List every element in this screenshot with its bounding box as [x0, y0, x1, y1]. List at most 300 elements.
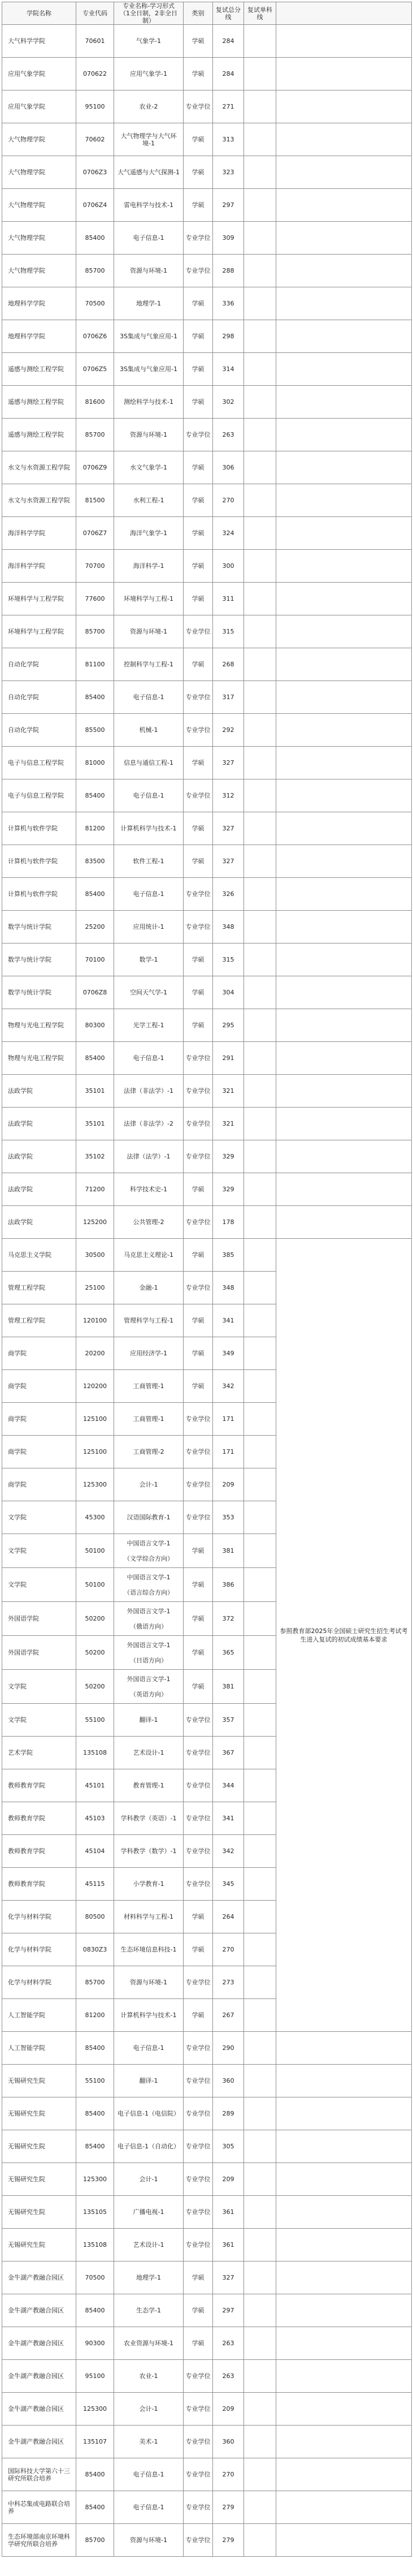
major-line: 空间天气学-1	[130, 989, 167, 996]
code-cell: 95100	[76, 91, 114, 123]
major-line: 光学工程-1	[133, 1022, 164, 1029]
score-cell: 329	[213, 1173, 244, 1206]
school-cell: 计算机与软件学院	[2, 812, 76, 845]
score-cell: 361	[213, 2229, 244, 2261]
header-blank	[276, 2, 412, 25]
category-cell: 学硕	[184, 320, 213, 353]
score-cell: 357	[213, 1704, 244, 1737]
major-line: 翻译-1	[139, 2077, 158, 2084]
school-cell: 文学院	[2, 1501, 76, 1534]
major-line: 广播电视-1	[133, 2208, 164, 2216]
code-cell: 85700	[76, 2524, 114, 2557]
school-cell: 物理与光电工程学院	[2, 1009, 76, 1042]
blank-cell	[276, 2130, 412, 2163]
single-cell	[244, 2294, 276, 2327]
score-cell: 171	[213, 1436, 244, 1468]
code-cell: 35102	[76, 1140, 114, 1173]
blank-cell	[276, 189, 412, 222]
major-line: 信息与通信工程-1	[124, 759, 173, 766]
major-line: 电子信息-1（自动化）	[118, 2143, 180, 2150]
major-cell	[114, 2524, 184, 2557]
single-cell	[244, 1468, 276, 1501]
blank-cell	[276, 1042, 412, 1075]
major-cell	[114, 1966, 184, 1999]
blank-cell	[276, 2261, 412, 2294]
major-cell	[114, 1075, 184, 1108]
single-cell	[244, 1670, 276, 1704]
score-cell: 329	[213, 1140, 244, 1173]
blank-cell	[276, 2032, 412, 2065]
major-line: 外国语言文学-1	[127, 1641, 171, 1649]
table-row	[2, 517, 412, 550]
single-cell	[244, 1999, 276, 2032]
school-cell: 国际科技大学第六十三研究所联合培养	[2, 2458, 76, 2491]
school-cell: 外国语学院	[2, 1602, 76, 1636]
table-row	[2, 2261, 412, 2294]
category-cell: 学硕	[184, 1568, 213, 1602]
single-cell	[244, 189, 276, 222]
blank-cell	[276, 2196, 412, 2229]
blank-cell	[276, 2524, 412, 2557]
single-cell	[244, 1436, 276, 1468]
major-line: 法律（非法学）-2	[124, 1120, 173, 1127]
major-line: 法律（非法学）-1	[124, 1087, 173, 1095]
major-line: 海洋科学-1	[133, 562, 164, 570]
school-cell: 马克思主义学院	[2, 1239, 76, 1272]
table-row	[2, 812, 412, 845]
blank-cell	[276, 255, 412, 287]
code-cell: 0706Z8	[76, 976, 114, 1009]
category-cell: 专业学位	[184, 779, 213, 812]
category-cell: 学硕	[184, 550, 213, 583]
category-cell: 专业学位	[184, 419, 213, 451]
category-cell: 学硕	[184, 1670, 213, 1704]
code-cell: 135108	[76, 2229, 114, 2261]
major-cell	[114, 812, 184, 845]
single-cell	[244, 123, 276, 156]
major-cell	[114, 2032, 184, 2065]
blank-cell	[276, 156, 412, 189]
code-cell: 125100	[76, 1403, 114, 1436]
score-cell: 297	[213, 2294, 244, 2327]
blank-cell	[276, 419, 412, 451]
score-cell: 300	[213, 550, 244, 583]
header-major-line1: 专业名称-学习形式	[123, 2, 175, 10]
code-cell: 45115	[76, 1868, 114, 1901]
score-cell: 268	[213, 648, 244, 681]
score-cell: 327	[213, 2261, 244, 2294]
single-cell	[244, 156, 276, 189]
table-row	[2, 386, 412, 419]
major-line: 环境科学与工程-1	[124, 595, 173, 602]
major-cell	[114, 550, 184, 583]
major-line: 材料科学与工程-1	[124, 1913, 173, 1920]
school-cell: 大气物理学院	[2, 123, 76, 156]
major-cell	[114, 1403, 184, 1436]
score-cell: 171	[213, 1403, 244, 1436]
major-line: 水利工程-1	[133, 497, 164, 504]
major-line: 学科教学（数学）-1	[120, 1847, 177, 1855]
score-cell: 336	[213, 287, 244, 320]
score-cell: 327	[213, 747, 244, 779]
score-cell: 291	[213, 1042, 244, 1075]
category-cell: 学硕	[184, 189, 213, 222]
score-cell: 288	[213, 255, 244, 287]
major-line: 3S集成与气象应用-1	[120, 333, 177, 340]
major-line: 大气物理学与大气环境-1	[120, 132, 177, 147]
code-cell: 30500	[76, 1239, 114, 1272]
category-cell: 学硕	[184, 648, 213, 681]
category-cell: 专业学位	[184, 222, 213, 255]
major-line: 学科教学（英语）-1	[120, 1815, 177, 1822]
school-cell: 大气物理学院	[2, 222, 76, 255]
major-line: 3S集成与气象应用-1	[120, 365, 177, 373]
school-cell: 法政学院	[2, 1075, 76, 1108]
major-cell	[114, 2360, 184, 2393]
school-cell: 水文与水资源工程学院	[2, 451, 76, 484]
code-cell: 120100	[76, 1304, 114, 1337]
blank-cell	[276, 222, 412, 255]
single-cell	[244, 1370, 276, 1403]
score-cell: 367	[213, 1737, 244, 1769]
major-cell	[114, 911, 184, 944]
table-row	[2, 2196, 412, 2229]
major-cell	[114, 1239, 184, 1272]
school-cell: 海洋科学学院	[2, 517, 76, 550]
major-line: 农业资源与环境-1	[124, 2340, 173, 2347]
blank-cell	[276, 944, 412, 976]
requirement-note: 参照教育部2025年全国硕士研究生招生考试考生进入复试的初试成绩基本要求	[276, 1239, 412, 2032]
code-cell: 135105	[76, 2196, 114, 2229]
major-cell	[114, 1337, 184, 1370]
category-cell: 专业学位	[184, 255, 213, 287]
major-cell	[114, 1468, 184, 1501]
major-cell	[114, 2261, 184, 2294]
category-cell: 专业学位	[184, 1802, 213, 1835]
code-cell: 70601	[76, 25, 114, 58]
major-line: 大气遥感与大气探测-1	[118, 169, 180, 176]
code-cell: 50200	[76, 1636, 114, 1670]
major-line: 数学-1	[139, 956, 158, 963]
major-line: 控制科学与工程-1	[124, 661, 173, 668]
major-cell	[114, 123, 184, 156]
major-cell	[114, 517, 184, 550]
school-cell: 商学院	[2, 1468, 76, 1501]
major-line: 教育管理-1	[133, 1782, 164, 1789]
code-cell: 50100	[76, 1534, 114, 1568]
category-cell: 专业学位	[184, 1206, 213, 1239]
category-cell: 专业学位	[184, 878, 213, 911]
major-cell	[114, 25, 184, 58]
score-cell: 289	[213, 2097, 244, 2130]
major-cell	[114, 681, 184, 714]
major-line: 电子信息-1	[133, 2504, 164, 2511]
major-cell	[114, 583, 184, 615]
major-line: 资源与环境-1	[130, 1979, 167, 1986]
single-cell	[244, 1966, 276, 1999]
single-cell	[244, 615, 276, 648]
table-row	[2, 878, 412, 911]
category-cell: 专业学位	[184, 2458, 213, 2491]
score-cell: 349	[213, 1337, 244, 1370]
code-cell: 85700	[76, 1966, 114, 1999]
score-cell: 361	[213, 2196, 244, 2229]
blank-cell	[276, 1140, 412, 1173]
major-line: （语言综合方向）	[124, 1588, 173, 1596]
major-line: （俄语方向）	[130, 1622, 167, 1630]
blank-cell	[276, 2458, 412, 2491]
school-cell: 金牛湖产教融合园区	[2, 2261, 76, 2294]
category-cell: 专业学位	[184, 1436, 213, 1468]
school-cell: 地理科学学院	[2, 320, 76, 353]
school-cell: 教师教育学院	[2, 1835, 76, 1868]
score-cell: 321	[213, 1108, 244, 1140]
single-cell	[244, 2491, 276, 2524]
table-row	[2, 2163, 412, 2196]
score-cell: 324	[213, 517, 244, 550]
table-row	[2, 583, 412, 615]
major-line: 会计-1	[139, 2405, 158, 2413]
single-cell	[244, 2065, 276, 2097]
score-cell: 327	[213, 845, 244, 878]
category-cell: 专业学位	[184, 714, 213, 747]
code-cell: 85400	[76, 878, 114, 911]
school-cell: 生态环境部南京环境科学研究所联合培养	[2, 2524, 76, 2557]
category-cell: 专业学位	[184, 911, 213, 944]
table-row	[2, 1140, 412, 1173]
score-cell: 284	[213, 25, 244, 58]
score-cell: 267	[213, 1999, 244, 2032]
code-cell: 125100	[76, 1436, 114, 1468]
score-cell: 263	[213, 2327, 244, 2360]
school-cell: 环境科学与工程学院	[2, 615, 76, 648]
school-cell: 物理与光电工程学院	[2, 1042, 76, 1075]
table-row	[2, 1108, 412, 1140]
major-line: 金融-1	[139, 1284, 158, 1291]
score-cell: 365	[213, 1636, 244, 1670]
category-cell: 专业学位	[184, 1272, 213, 1304]
category-cell: 专业学位	[184, 2032, 213, 2065]
school-cell: 水文与水资源工程学院	[2, 484, 76, 517]
score-cell: 345	[213, 1868, 244, 1901]
code-cell: 25100	[76, 1272, 114, 1304]
category-cell: 专业学位	[184, 2130, 213, 2163]
category-cell: 学硕	[184, 976, 213, 1009]
major-cell	[114, 1802, 184, 1835]
major-line: 工商管理-2	[133, 1448, 164, 1455]
single-cell	[244, 1737, 276, 1769]
major-cell	[114, 2426, 184, 2458]
code-cell: 85400	[76, 1042, 114, 1075]
category-cell: 学硕	[184, 451, 213, 484]
table-row	[2, 287, 412, 320]
major-line: 电子信息-1	[133, 792, 164, 799]
category-cell: 学硕	[184, 517, 213, 550]
category-cell: 学硕	[184, 845, 213, 878]
category-cell: 学硕	[184, 1602, 213, 1636]
code-cell: 85400	[76, 2294, 114, 2327]
code-cell: 55100	[76, 1704, 114, 1737]
code-cell: 85400	[76, 779, 114, 812]
category-cell: 专业学位	[184, 2097, 213, 2130]
table-row	[2, 615, 412, 648]
major-cell	[114, 386, 184, 419]
major-line: 电子信息-1	[133, 693, 164, 701]
category-cell: 专业学位	[184, 2524, 213, 2557]
school-cell: 法政学院	[2, 1140, 76, 1173]
code-cell: 45101	[76, 1769, 114, 1802]
table-row	[2, 419, 412, 451]
category-cell: 学硕	[184, 1999, 213, 2032]
school-cell: 人工智能学院	[2, 1999, 76, 2032]
table-row	[2, 123, 412, 156]
single-cell	[244, 2393, 276, 2426]
school-cell: 管理工程学院	[2, 1304, 76, 1337]
score-cell: 290	[213, 2032, 244, 2065]
major-line: 科学技术史-1	[130, 1186, 167, 1193]
blank-cell	[276, 2360, 412, 2393]
score-cell: 209	[213, 1468, 244, 1501]
code-cell: 85700	[76, 615, 114, 648]
score-cell: 372	[213, 1602, 244, 1636]
code-cell: 125300	[76, 1468, 114, 1501]
blank-cell	[276, 976, 412, 1009]
major-line: （日语方向）	[130, 1656, 167, 1664]
school-cell: 金牛湖产教融合园区	[2, 2393, 76, 2426]
score-cell: 315	[213, 615, 244, 648]
school-cell: 人工智能学院	[2, 2032, 76, 2065]
blank-cell	[276, 583, 412, 615]
table-row	[2, 2491, 412, 2524]
table-row	[2, 845, 412, 878]
score-cell: 327	[213, 812, 244, 845]
single-cell	[244, 2458, 276, 2491]
major-line: 工商管理-1	[133, 1415, 164, 1423]
header-major	[114, 2, 184, 25]
single-cell	[244, 1568, 276, 1602]
school-cell: 商学院	[2, 1436, 76, 1468]
major-cell	[114, 615, 184, 648]
blank-cell	[276, 2327, 412, 2360]
blank-cell	[276, 353, 412, 386]
school-cell: 化学与材料学院	[2, 1966, 76, 1999]
score-cell: 284	[213, 58, 244, 91]
table-row	[2, 911, 412, 944]
major-cell	[114, 779, 184, 812]
category-cell: 专业学位	[184, 1704, 213, 1737]
score-cell: 317	[213, 681, 244, 714]
category-cell: 专业学位	[184, 2163, 213, 2196]
major-cell	[114, 2229, 184, 2261]
single-cell	[244, 255, 276, 287]
major-line: 电子信息-1（电信院）	[118, 2110, 180, 2117]
table-row	[2, 25, 412, 58]
code-cell: 125300	[76, 2163, 114, 2196]
single-cell	[244, 1140, 276, 1173]
major-line: 计算机科学与技术-1	[120, 2011, 177, 2019]
category-cell: 专业学位	[184, 91, 213, 123]
major-cell	[114, 1835, 184, 1868]
code-cell: 0706Z6	[76, 320, 114, 353]
category-cell: 专业学位	[184, 2229, 213, 2261]
score-cell: 381	[213, 1534, 244, 1568]
table-row	[2, 2097, 412, 2130]
school-cell: 文学院	[2, 1704, 76, 1737]
major-cell	[114, 1304, 184, 1337]
major-cell	[114, 1173, 184, 1206]
major-cell	[114, 1140, 184, 1173]
major-cell	[114, 2458, 184, 2491]
major-cell	[114, 1206, 184, 1239]
single-cell	[244, 747, 276, 779]
school-cell: 电子与信息工程学院	[2, 747, 76, 779]
code-cell: 77600	[76, 583, 114, 615]
major-line: 资源与环境-1	[130, 267, 167, 274]
major-cell	[114, 484, 184, 517]
category-cell: 学硕	[184, 2327, 213, 2360]
major-cell	[114, 2065, 184, 2097]
code-cell: 0706Z3	[76, 156, 114, 189]
school-cell: 商学院	[2, 1370, 76, 1403]
table-row	[2, 1239, 412, 1272]
table-row	[2, 1206, 412, 1239]
school-cell: 大气科学学院	[2, 25, 76, 58]
major-cell	[114, 1501, 184, 1534]
major-cell	[114, 2393, 184, 2426]
major-cell	[114, 320, 184, 353]
major-line: 会计-1	[139, 2176, 158, 2183]
category-cell: 专业学位	[184, 2393, 213, 2426]
single-cell	[244, 1769, 276, 1802]
major-cell	[114, 976, 184, 1009]
score-cell: 342	[213, 1835, 244, 1868]
code-cell: 0706Z4	[76, 189, 114, 222]
blank-cell	[276, 845, 412, 878]
major-line: 艺术设计-1	[133, 2241, 164, 2248]
blank-cell	[276, 2426, 412, 2458]
school-cell: 遥感与测绘工程学院	[2, 353, 76, 386]
category-cell: 专业学位	[184, 2360, 213, 2393]
category-cell: 学硕	[184, 747, 213, 779]
code-cell: 55100	[76, 2065, 114, 2097]
school-cell: 外国语学院	[2, 1636, 76, 1670]
major-cell	[114, 2196, 184, 2229]
major-cell	[114, 255, 184, 287]
blank-cell	[276, 517, 412, 550]
header-school: 学院名称	[2, 2, 76, 25]
major-cell	[114, 1901, 184, 1933]
major-line: 雷电科学与技术-1	[124, 201, 173, 209]
major-line: （文学综合方向）	[124, 1554, 173, 1562]
score-cell: 313	[213, 123, 244, 156]
major-line: 法律（法学）-1	[127, 1153, 171, 1160]
major-cell	[114, 156, 184, 189]
code-cell: 50100	[76, 1568, 114, 1602]
category-cell: 专业学位	[184, 1108, 213, 1140]
single-cell	[244, 2426, 276, 2458]
single-cell	[244, 1009, 276, 1042]
major-cell	[114, 1042, 184, 1075]
table-row	[2, 484, 412, 517]
major-line: 地理学-1	[136, 300, 161, 307]
blank-cell	[276, 2393, 412, 2426]
blank-cell	[276, 747, 412, 779]
single-cell	[244, 681, 276, 714]
table-row	[2, 2032, 412, 2065]
table-row	[2, 255, 412, 287]
major-line: 农业-1	[139, 2372, 158, 2380]
code-cell: 80300	[76, 1009, 114, 1042]
